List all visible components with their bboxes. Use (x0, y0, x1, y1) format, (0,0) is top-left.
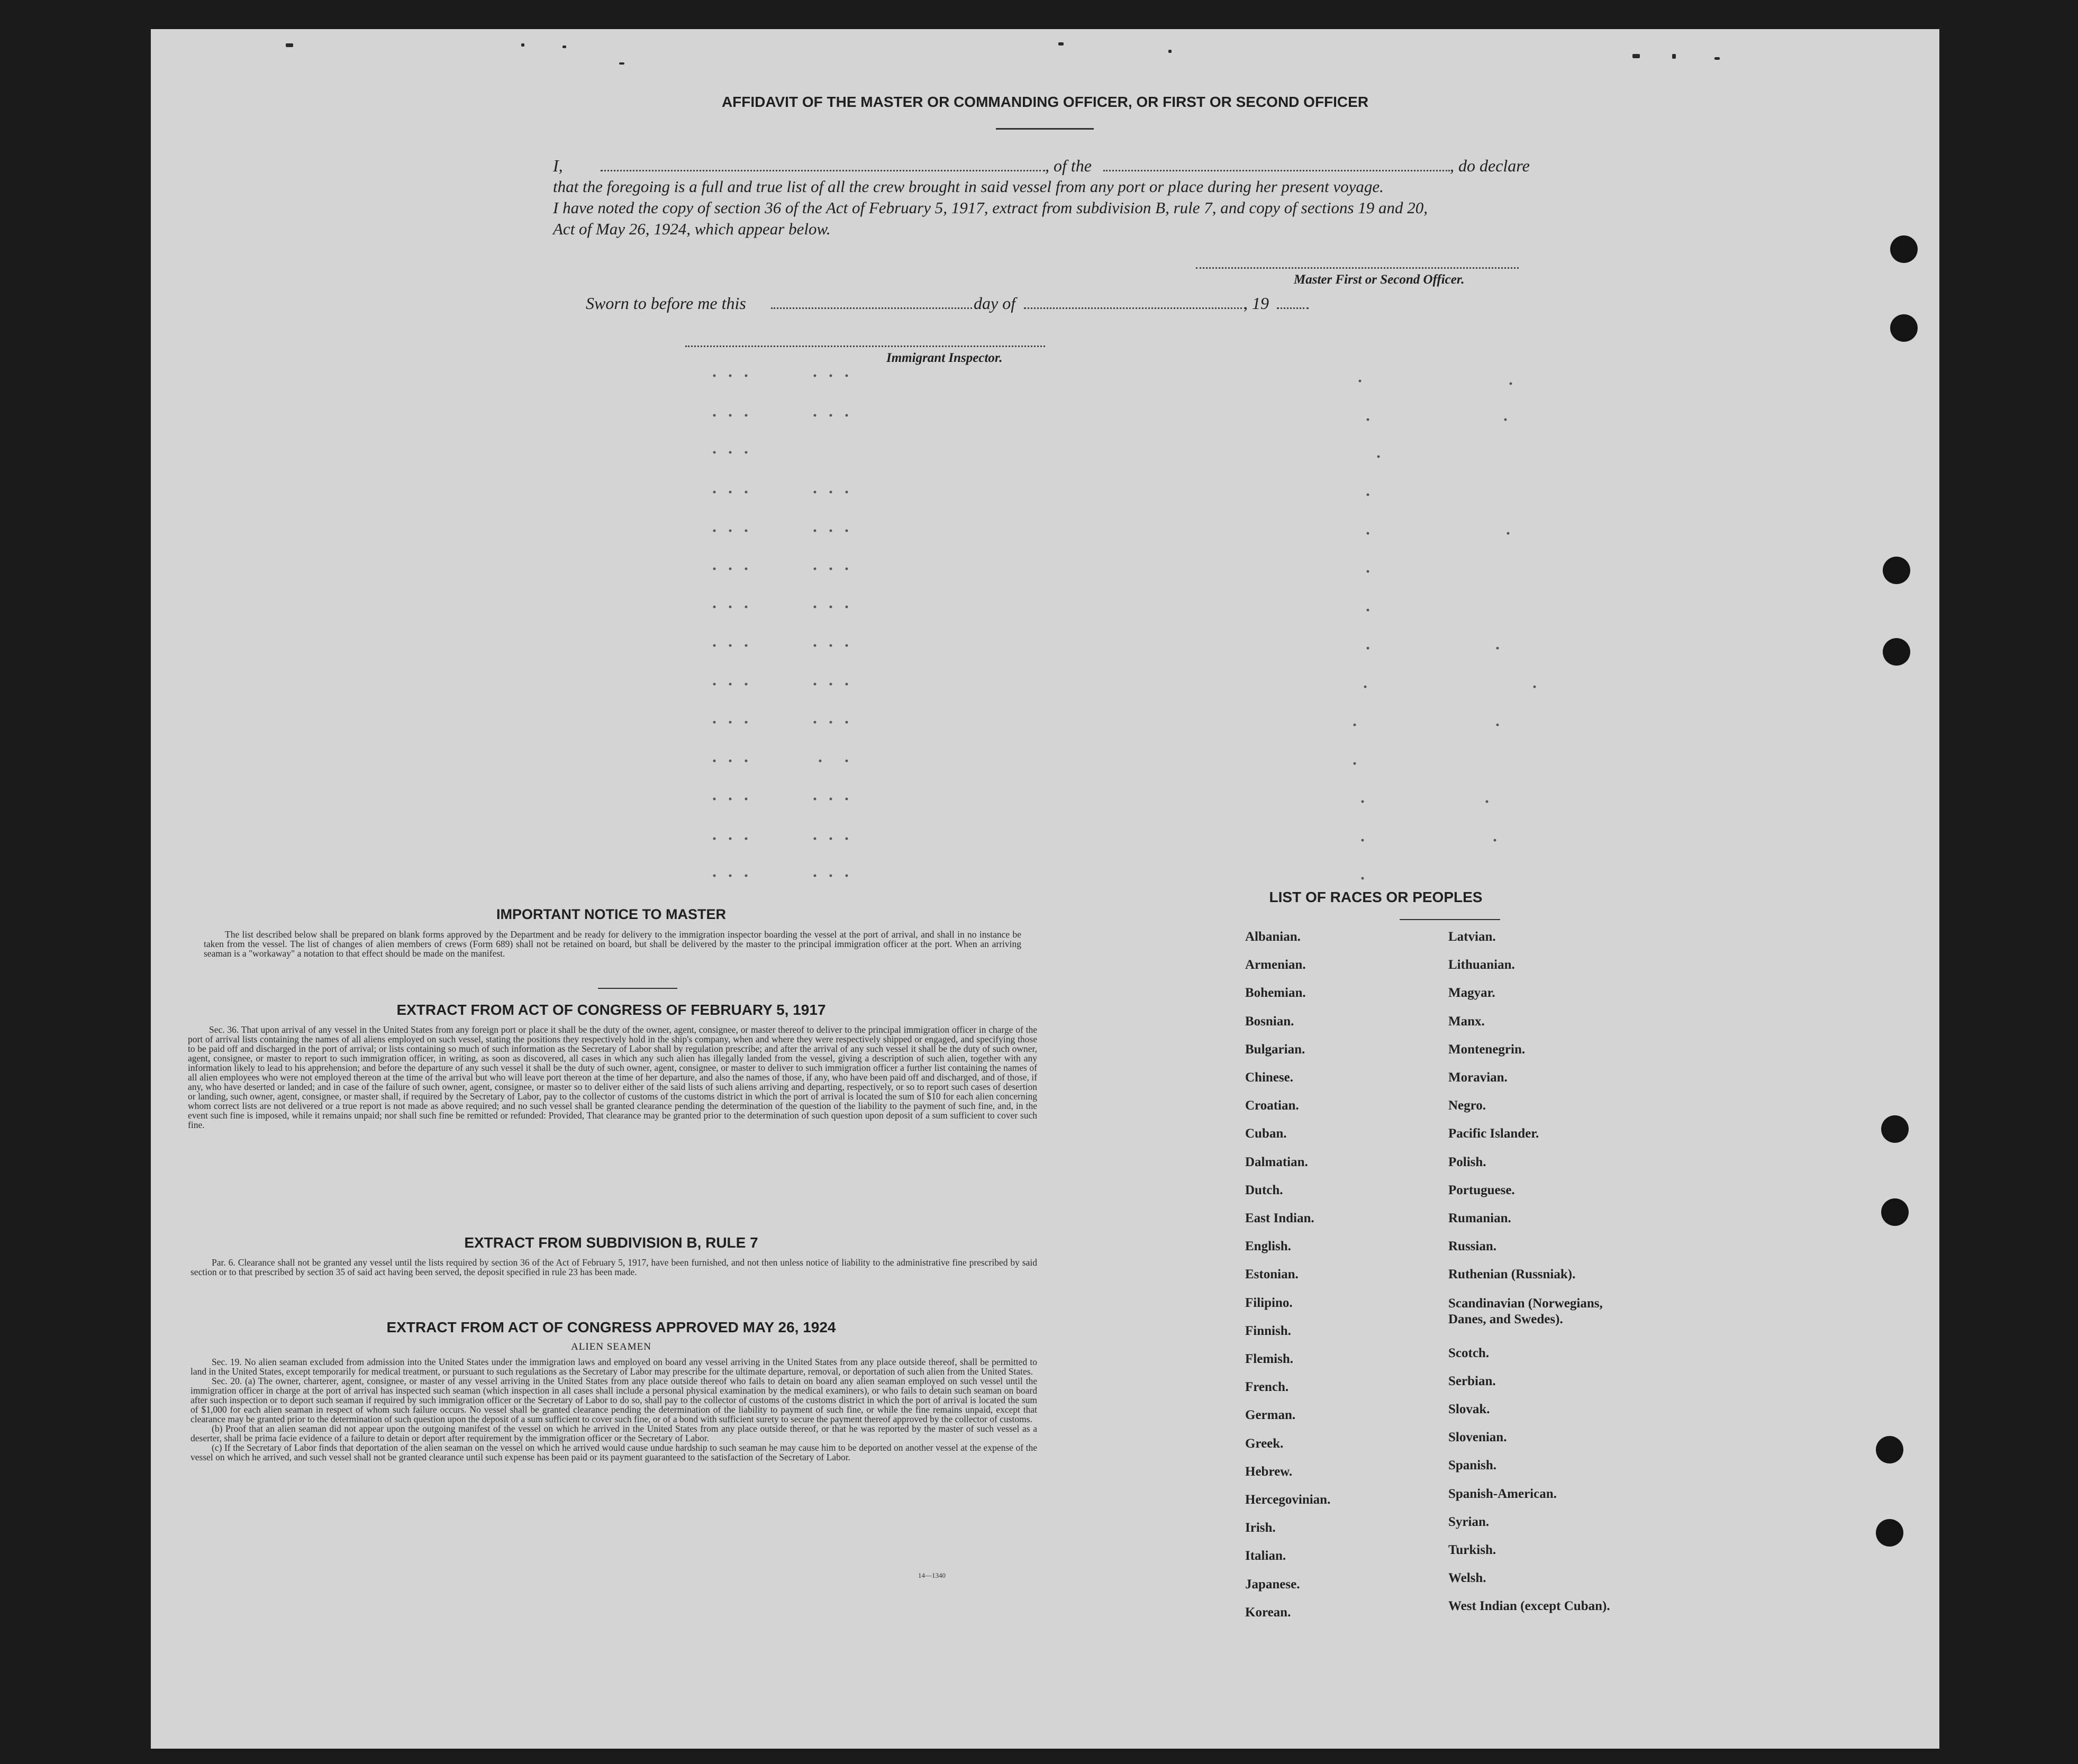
race-item: Filipino. (1245, 1295, 1293, 1310)
sec36-paragraph: Sec. 36. That upon arrival of any vessel in the United States from any foreign port or place it shall be the duty of the owner, agent, consignee, or master thereof to deliver to the principal immigration officer in charge of the port of arrival lists containing the names of all aliens employed on such vessel, stating the positions they respectively hold in the ship's company, when and where they were respectively shipped or engaged, and specifying those to be paid off and discharged in the port of arrival; or lists containing so much of such information as the Secretary of Labor shall by regulation prescribe; and after the arrival of any such vessel it shall be the duty of such owner, agent, consignee, or master to report to such immigration officer, in writing, as soon as discovered, all cases in which any such alien has illegally landed from the vessel, giving a description of such alien, together with any information likely to lead to his apprehension; and before the departure of any such vessel it shall be the duty of such owner, agent, consignee, or master to deliver to such immigration officer a further list containing the names of all alien employees who were not employed thereon at the time of the arrival but who will leave port thereon at the time of her departure, and also the names of those, if any, who have been paid off and discharged, and of those, if any, who have deserted or landed; and in case of the failure of such owner, agent, consignee, or master so to deliver either of the said lists of such aliens arriving and departing, respectively, or so to report such cases of desertion or landing, such owner, agent, consignee, or master shall, if required by the Secretary of Labor, pay to the collector of customs of the customs district in which the port of arrival is located the sum of $10 for each alien concerning whom correct lists are not delivered or a true report is not made as above required; and no such vessel shall be granted clearance pending the determination of the question of the liability to the payment of such fine, and, in the event such fine is imposed, while it remains unpaid; nor shall such fine be remitted or refunded: Provided, That clearance may be granted prior to the determination of such question upon deposit of a sum sufficient to cover such fine. (188, 1025, 1037, 1130)
race-item: Latvian. (1448, 930, 1496, 944)
race-item: Ruthenian (Russniak). (1448, 1267, 1576, 1282)
race-item: West Indian (except Cuban). (1448, 1599, 1610, 1614)
sworn-start: Sworn to before me this (586, 294, 746, 313)
race-item: Dalmatian. (1245, 1154, 1308, 1169)
punch-hole (1881, 1198, 1909, 1226)
rule7-text (190, 1258, 1037, 1289)
race-item: Manx. (1448, 1014, 1485, 1029)
punch-hole (1876, 1436, 1903, 1463)
race-item: Serbian. (1448, 1374, 1496, 1388)
extract-1924-title: EXTRACT FROM ACT OF CONGRESS APPROVED MAY 26, 1924 (386, 1319, 836, 1335)
sec20b-paragraph: (b) Proof that an alien seaman did not appear upon the outgoing manifest of the vessel on which he arrived in the United States from any place outside thereof, or that he was reported by the master of such vessel as a deserter, shall be prima facie evidence of a failure to detain or deport after requirement by the immigration officer or the Secretary of Labor. (190, 1423, 1037, 1443)
affidavit-title: AFFIDAVIT OF THE MASTER OR COMMANDING OFFICER, OR FIRST OR SECOND OFFICER (721, 94, 1369, 110)
race-item: Japanese. (1245, 1577, 1300, 1592)
race-item: German. (1245, 1408, 1296, 1423)
race-item: Croatian. (1245, 1098, 1299, 1113)
speck (1168, 50, 1172, 53)
extract-1924-text (190, 1357, 1037, 1595)
affidavit-line4: Act of May 26, 1924, which appear below. (553, 220, 831, 238)
race-item: Estonian. (1245, 1267, 1299, 1282)
race-item: Flemish. (1245, 1352, 1293, 1366)
race-item: Hebrew. (1245, 1464, 1293, 1479)
rule7-paragraph: Par. 6. Clearance shall not be granted any vessel until the lists required by section 36 of the Act of February 5, 1917, have been furnished, and not then unless notice of liability to the administrative fine prescribed by said section or to that prescribed by section 35 of said act having been served, the deposit specified in rule 23 has been made. (190, 1258, 1037, 1277)
alien-seamen-subtitle: ALIEN SEAMEN (571, 1341, 651, 1352)
race-item: Slovak. (1448, 1402, 1490, 1416)
race-item: Scandinavian (Norwegians, Danes, and Swedes). (1448, 1296, 1603, 1326)
inspector-label: Immigrant Inspector. (886, 351, 1003, 365)
race-item: Albanian. (1245, 930, 1301, 944)
sec20a-paragraph: Sec. 20. (a) The owner, charterer, agent, consignee, or master of any vessel arriving in the United States from any place outside thereof who fails to detain on board any alien seaman employed on such vessel until the immigration officer in charge at the port of arrival has inspected such seaman (which inspection in all cases shall include a personal physical examination by the medical examiners), or who fails to detain such seaman on board after such inspection or to deport such seaman if required by such immigration officer or the Secretary of Labor to do so, shall pay to the collector of customs of the customs district in which the port of arrival is located the sum of $1,000 for each alien seaman in respect of whom such failure occurs. No vessel shall be granted clearance pending the determination of the liability to payment of such fine, or while the fine remains unpaid, except that clearance may be granted prior to the determination of such question upon the deposit of a sum sufficient to cover such fine, or of a bond with sufficient surety to secure the payment thereof approved by the collector of customs. (190, 1376, 1037, 1424)
race-item: French. (1245, 1380, 1289, 1395)
punch-hole (1890, 235, 1918, 263)
punch-hole (1876, 1519, 1903, 1547)
affidavit-line3: I have noted the copy of section 36 of the Act of February 5, 1917, extract from subdivision B, rule 7, and copy of sections 19 and 20, (553, 198, 1428, 217)
race-item: Bosnian. (1245, 1014, 1294, 1029)
race-item: Welsh. (1448, 1571, 1486, 1586)
notice-text (204, 930, 1021, 972)
extract-1917-title: EXTRACT FROM ACT OF CONGRESS OF FEBRUARY 5, 1917 (396, 1002, 826, 1018)
punch-hole (1883, 557, 1910, 584)
race-item: Bulgarian. (1245, 1042, 1305, 1057)
punch-hole (1881, 1115, 1909, 1143)
affidavit-line1-end: , do declare (1450, 156, 1530, 175)
document-page (151, 29, 1939, 1749)
punch-hole (1883, 638, 1910, 666)
race-item: Spanish. (1448, 1458, 1497, 1473)
race-item: Magyar. (1448, 986, 1495, 1001)
race-item: Greek. (1245, 1436, 1284, 1451)
notice-rule (598, 988, 677, 989)
race-item: Irish. (1245, 1521, 1276, 1535)
race-item: Lithuanian. (1448, 958, 1515, 972)
race-item: Scotch. (1448, 1345, 1490, 1360)
race-item: Rumanian. (1448, 1211, 1511, 1225)
race-item: Turkish. (1448, 1543, 1496, 1557)
speck (1714, 57, 1720, 60)
sec20c-paragraph: (c) If the Secretary of Labor finds that deportation of the alien seaman on the vessel on which he arrived would cause undue hardship to such seaman he may cause him to be deported on another vessel at the expense of the vessel on which he arrived, and such vessel shall not be granted clearance until such expense has been paid or its payment guaranteed to the satisfaction of the Secretary of Labor. (190, 1442, 1037, 1462)
sworn-mid: day of (974, 294, 1016, 313)
punch-hole (1890, 314, 1918, 342)
race-item: Korean. (1245, 1605, 1291, 1620)
race-item: Armenian. (1245, 958, 1306, 972)
signature-label: Master First or Second Officer. (1294, 272, 1465, 287)
race-item: Dutch. (1245, 1183, 1283, 1197)
affidavit-line1-mid: , of the (1045, 156, 1092, 175)
race-item: Polish. (1448, 1154, 1486, 1169)
race-item: Cuban. (1245, 1126, 1287, 1141)
race-item: Italian. (1245, 1549, 1286, 1563)
race-item: Pacific Islander. (1448, 1126, 1539, 1141)
speck (1058, 42, 1064, 46)
race-item: Spanish-American. (1448, 1486, 1557, 1501)
affidavit-line1-start: I, (553, 156, 563, 175)
race-item: Montenegrin. (1448, 1042, 1526, 1057)
extract-1917-text (188, 1025, 1037, 1206)
race-item: Bohemian. (1245, 986, 1306, 1001)
race-item: Syrian. (1448, 1514, 1490, 1529)
race-item: Hercegovinian. (1245, 1493, 1331, 1507)
speck (1672, 54, 1676, 59)
speck (521, 43, 524, 47)
sworn-end: , 19 (1244, 294, 1269, 313)
form-number: 14—1340 (918, 1571, 946, 1579)
notice-paragraph: The list described below shall be prepared on blank forms approved by the Department and be ready for delivery to the immigration inspector boarding the vessel at the port of arrival, and shall in no instance be taken from the vessel. The list of changes of alien members of crews (Form 689) shall not be retained on board, but shall be delivered by the master to the principal immigration officer at the port. When an arriving seaman is a "workaway" a notation to that effect should be made on the manifest. (204, 930, 1021, 959)
race-item: Slovenian. (1448, 1430, 1507, 1445)
races-title-rule (1400, 919, 1500, 920)
race-item: Portuguese. (1448, 1183, 1515, 1197)
race-item: Russian. (1448, 1239, 1497, 1254)
races-title: LIST OF RACES OR PEOPLES (1269, 889, 1483, 905)
race-item: Negro. (1448, 1098, 1486, 1113)
race-item: Moravian. (1448, 1070, 1508, 1085)
speck (286, 43, 293, 47)
race-item: English. (1245, 1239, 1291, 1254)
speck (562, 46, 566, 48)
race-item: East Indian. (1245, 1211, 1314, 1225)
rule7-title: EXTRACT FROM SUBDIVISION B, RULE 7 (464, 1234, 758, 1251)
affidavit-line2: that the foregoing is a full and true list of all the crew brought in said vessel from any port or place during her present voyage. (553, 177, 1384, 196)
race-item: Finnish. (1245, 1323, 1291, 1338)
bleed-through-dots (151, 29, 1939, 929)
speck (1632, 54, 1640, 58)
notice-title: IMPORTANT NOTICE TO MASTER (496, 906, 726, 922)
race-item: Chinese. (1245, 1070, 1293, 1085)
sec19-paragraph: Sec. 19. No alien seaman excluded from admission into the United States under the immigration laws and employed on board any vessel arriving in the United States from any place outside thereof, shall be permitted to land in the United States, except temporarily for medical treatment, or pursuant to such regulations as the Secretary of Labor may prescribe for the ultimate departure, removal, or deportation of such alien from the United States. (190, 1357, 1037, 1377)
speck (619, 62, 624, 65)
